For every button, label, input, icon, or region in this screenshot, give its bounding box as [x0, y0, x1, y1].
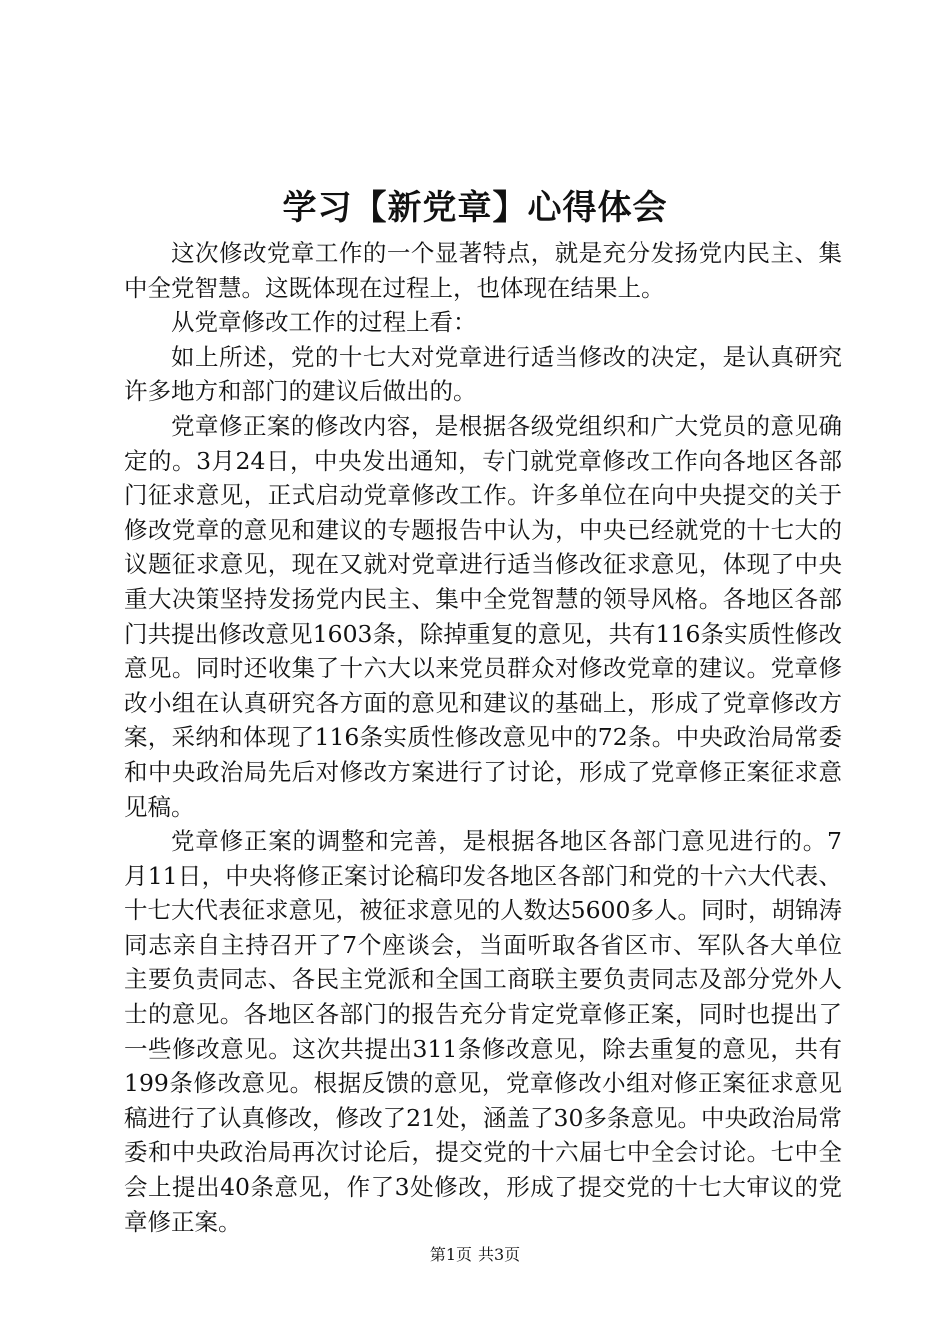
document-title: 学习【新党章】心得体会 [282, 188, 668, 228]
page-number: 第1页 [429, 1245, 472, 1264]
paragraph: 这次修改党章工作的一个显著特点，就是充分发扬党内民主、集中全党智慧。这既体现在过程上，也体现在结果上。 [124, 239, 842, 302]
paragraph: 党章修正案的修改内容，是根据各级党组织和广大党员的意见确定的。3月24日，中央发出通知，专门就党章修改工作向各地区各部门征求意见，正式启动党章修改工作。许多单位在向中央提交的关于修改党章的意见和建议的专题报告中认为，中央已经就党的十七大的议题征求意见，现在又就对党章进行适当修改征求意见，体现了中央重大决策坚持发扬党内民主、集中全党智慧的领导风格。各地区各部门共提出修改意见1603条，除掉重复的意见，共有116条实质性修改意见。同时还收集了十六大以来党员群众对修改党章的建议。党章修改小组在认真研究各方面的意见和建议的基础上，形成了党章修改方案，采纳和体现了116条实质性修改意见中的72条。中央政治局常委和中央政治局先后对修改方案进行了讨论，形成了党章修正案征求意见稿。 [124, 411, 842, 821]
page-footer [0, 1244, 950, 1266]
paragraph: 从党章修改工作的过程上看： [171, 308, 477, 337]
paragraph: 党章修正案的调整和完善，是根据各地区各部门意见进行的。7月11日，中央将修正案讨论稿印发各地区各部门和党的十六大代表、十七大代表征求意见，被征求意见的人数达5600多人。同时，胡锦涛同志亲自主持召开了7个座谈会，当面听取各省区市、军队各大单位主要负责同志、各民主党派和全国工商联主要负责同志及部分党外人士的意见。各地区各部门的报告充分肯定党章修正案，同时也提出了一些修改意见。这次共提出311条修改意见，除去重复的意见，共有199条修改意见。根据反馈的意见，党章修改小组对修正案征求意见稿进行了认真修改，修改了21处，涵盖了30多条意见。中央政治局常委和中央政治局再次讨论后，提交党的十六届七中全会讨论。七中全会上提出40条意见，作了3处修改，形成了提交党的十七大审议的党章修正案。 [124, 827, 842, 1236]
page-total: 共3页 [478, 1245, 521, 1264]
paragraph: 如上所述，党的十七大对党章进行适当修改的决定，是认真研究许多地方和部门的建议后做出的。 [124, 342, 842, 406]
document-body [124, 236, 842, 1239]
